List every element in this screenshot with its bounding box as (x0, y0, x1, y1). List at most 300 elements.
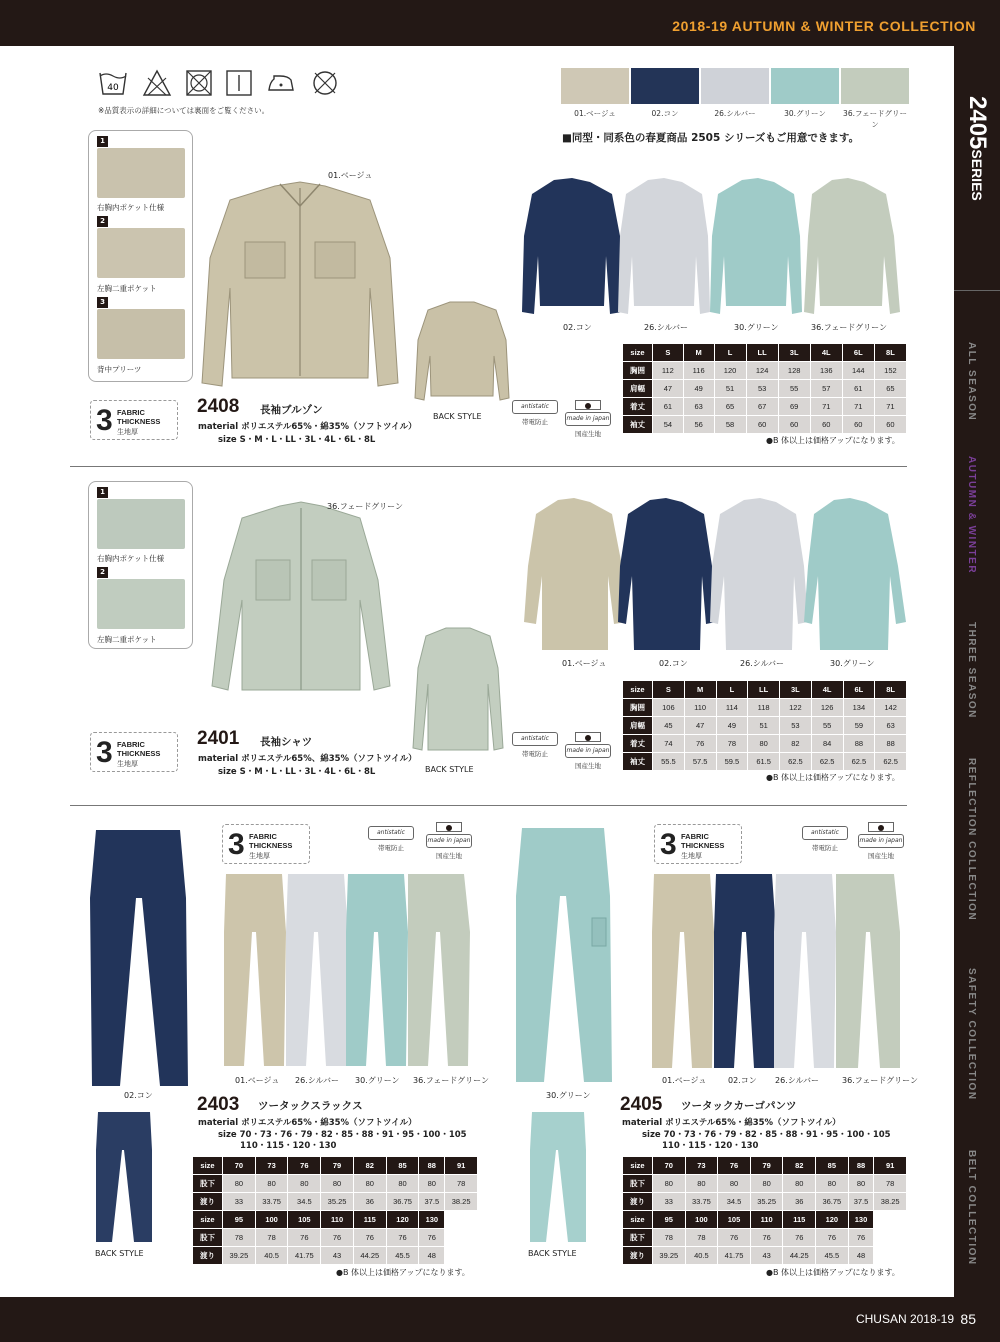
size-table-row (193, 1175, 478, 1193)
variant-navy (618, 498, 716, 650)
detail-photo (97, 228, 185, 278)
size-table-cell: 80 (288, 1175, 321, 1193)
product-material: material ポリエステル65%、綿35%（ソフトツイル） (198, 754, 417, 764)
antistatic-caption: 帯電防止 (522, 418, 548, 426)
variant-navy (714, 874, 776, 1068)
fabric-title-2: THICKNESS (117, 749, 161, 758)
size-table-cell: 63 (875, 717, 907, 735)
size-table-cell: 8L (874, 344, 906, 362)
size-table-row (623, 1175, 907, 1193)
size-table-cell: 152 (874, 362, 906, 380)
size-table-cell: size (623, 1211, 653, 1229)
size-table-cell: 76 (353, 1229, 386, 1247)
size-table-cell: 41.75 (288, 1247, 321, 1265)
size-table-cell: 88 (419, 1157, 445, 1175)
back-style-label: BACK STYLE (433, 412, 482, 421)
size-table-row (193, 1229, 478, 1247)
size-table-cell: 61 (653, 398, 684, 416)
detail-photo (97, 579, 185, 629)
slacks-2403-color-variants (222, 872, 474, 1068)
size-table-cell: 65 (874, 380, 906, 398)
variant-silver (286, 874, 348, 1066)
size-table-cell: 渡り (623, 1193, 653, 1211)
care-note: ※品質表示の詳細については裏面をご覧ください。 (98, 106, 270, 115)
size-table-cell: 74 (653, 735, 685, 753)
size-table-cell: 59 (843, 717, 875, 735)
size-table-cell: 114 (716, 699, 748, 717)
size-table-cell: 41.75 (718, 1247, 751, 1265)
size-table-row (623, 1211, 907, 1229)
size-table-cell: 股下 (193, 1175, 223, 1193)
size-table-cell: 116 (683, 362, 714, 380)
size-table-cell: 57 (810, 380, 842, 398)
size-table-cell: 120 (816, 1211, 849, 1229)
size-table-row (623, 362, 907, 380)
size-table-cell: 49 (716, 717, 748, 735)
line-dry-icon (224, 68, 254, 98)
antistatic-badge (800, 826, 850, 852)
size-table-row (623, 753, 907, 771)
footer-brand: CHUSAN 2018-19 (855, 1312, 954, 1326)
size-table-cell: 3L (780, 681, 812, 699)
series-number: 2405 (964, 96, 991, 150)
size-table-cell: 62.5 (780, 753, 812, 771)
slacks-2403-back (94, 1110, 154, 1244)
back-style-label: BACK STYLE (528, 1249, 577, 1258)
size-table-cell: 80 (255, 1175, 288, 1193)
fabric-thickness-badge (654, 824, 742, 864)
product-name: 長袖シャツ (260, 736, 313, 748)
size-table-cell: 39.25 (223, 1247, 256, 1265)
size-table-cell: 70 (223, 1157, 256, 1175)
size-table-cell: L (716, 681, 748, 699)
size-table-cell: M (683, 344, 714, 362)
size-table-cell: 80 (419, 1175, 445, 1193)
size-table-cell: 33.75 (685, 1193, 718, 1211)
size-table-cell: 80 (386, 1175, 419, 1193)
size-table-cell (445, 1211, 478, 1229)
antistatic-badge (366, 826, 416, 852)
size-table-cell: 47 (653, 380, 684, 398)
variant-label: 02.コン (728, 1076, 757, 1085)
price-note: ●B 体以上は価格アップになります。 (766, 436, 900, 445)
size-table-cell: 65 (714, 398, 746, 416)
size-table-2403 (192, 1156, 478, 1265)
size-table-cell: 95 (223, 1211, 256, 1229)
sidebar-cat-belt[interactable]: BELT COLLECTION (966, 1150, 977, 1266)
back-style-label: BACK STYLE (425, 765, 474, 774)
size-table-cell: 124 (746, 362, 778, 380)
size-table-cell: 着丈 (623, 398, 653, 416)
size-table-cell: 4L (810, 344, 842, 362)
variant-fade-green (408, 874, 470, 1066)
made-in-japan-badge (563, 400, 613, 438)
size-table-row (193, 1193, 478, 1211)
size-table-cell: 120 (386, 1211, 419, 1229)
price-note: ●B 体以上は価格アップになります。 (766, 1268, 900, 1277)
size-table-cell: 8L (875, 681, 907, 699)
variant-label: 01.ベージュ (562, 659, 607, 668)
variant-beige (524, 498, 626, 650)
made-in-japan-logo: made in japan (858, 834, 904, 848)
size-table-cell: 106 (653, 699, 685, 717)
size-table-cell: 38.25 (874, 1193, 907, 1211)
section-divider (70, 466, 907, 467)
cargo-2405-front (514, 826, 614, 1084)
fabric-thickness-sub: 生地厚 (117, 428, 138, 436)
product-size-range: size S・M・L・LL・3L・4L・6L・8L (218, 435, 376, 445)
detail-photo (97, 499, 185, 549)
made-in-japan-logo: made in japan (565, 744, 611, 758)
size-table-cell: 56 (683, 416, 714, 434)
size-table-cell: 136 (810, 362, 842, 380)
sidebar (954, 46, 1000, 1297)
product-material: material ポリエステル65%・綿35%（ソフトツイル） (198, 1118, 417, 1128)
antistatic-badge (510, 400, 560, 426)
page-number: 85 (960, 1311, 976, 1327)
fabric-title-1: FABRIC (249, 832, 277, 841)
size-table-row (193, 1247, 478, 1265)
detail-photo (97, 148, 185, 198)
size-table-cell: 袖丈 (623, 416, 653, 434)
collection-title: 2018-19 AUTUMN & WINTER COLLECTION (672, 18, 976, 34)
size-table-cell: 80 (748, 735, 780, 753)
size-table-cell: 88 (843, 735, 875, 753)
size-table-cell: 渡り (193, 1247, 223, 1265)
size-table-cell: 144 (842, 362, 874, 380)
size-table-cell: 38.25 (445, 1193, 478, 1211)
jacket-2408-color-variants (520, 176, 910, 322)
size-table-cell: 79 (321, 1157, 354, 1175)
series-word: SERIES (969, 149, 985, 201)
size-table-cell: 着丈 (623, 735, 653, 753)
detail-photo (97, 309, 185, 359)
variant-label: 36.フェードグリーン (413, 1076, 490, 1085)
antistatic-logo: antistatic (512, 400, 558, 414)
size-table-cell: 130 (848, 1211, 874, 1229)
size-table-cell: 82 (780, 735, 812, 753)
variant-green (804, 498, 906, 650)
variant-label: 01.ベージュ (235, 1076, 280, 1085)
size-table-cell: 88 (848, 1157, 874, 1175)
variant-fade-green (836, 874, 900, 1068)
detail-caption: 右胸内ポケット仕様 (97, 554, 165, 563)
antistatic-logo: antistatic (802, 826, 848, 840)
size-table-cell: 48 (419, 1247, 445, 1265)
size-table-cell: 61 (842, 380, 874, 398)
size-table-cell: 39.25 (653, 1247, 686, 1265)
product-code: 2403 (197, 1094, 240, 1115)
size-table-cell: 115 (353, 1211, 386, 1229)
product-material: material ポリエステル65%・綿35%（ソフトツイル） (198, 422, 417, 432)
no-bleach-icon (142, 68, 172, 98)
iron-icon (266, 68, 296, 98)
fabric-thickness-badge (90, 732, 178, 772)
size-table-cell: 105 (718, 1211, 751, 1229)
made-in-japan-logo: made in japan (565, 412, 611, 426)
size-table-2405 (622, 1156, 907, 1265)
size-table-cell: 73 (685, 1157, 718, 1175)
size-table-cell: 82 (783, 1157, 816, 1175)
color-swatch-label: 01.ベージュ (574, 109, 616, 118)
made-in-japan-badge (424, 822, 474, 860)
size-table-cell: 78 (255, 1229, 288, 1247)
size-table-cell: 55 (811, 717, 843, 735)
size-table-cell: 47 (684, 717, 716, 735)
size-table-cell: M (684, 681, 716, 699)
main-color-label: 30.グリーン (546, 1091, 591, 1100)
fabric-thickness-sub: 生地厚 (681, 852, 702, 860)
size-table-cell: 142 (875, 699, 907, 717)
size-table-cell: 76 (321, 1229, 354, 1247)
size-table-cell: 60 (842, 416, 874, 434)
size-table-cell: S (653, 681, 685, 699)
color-swatch (771, 68, 839, 104)
size-table-cell: 76 (816, 1229, 849, 1247)
size-table-cell: size (193, 1211, 223, 1229)
size-table-cell: 33.75 (255, 1193, 288, 1211)
size-table-cell: 100 (685, 1211, 718, 1229)
size-table-cell: 115 (783, 1211, 816, 1229)
shirt-2401-front (210, 500, 392, 700)
color-swatch-label: 26.シルバー (714, 109, 756, 118)
detail-number: 2 (97, 567, 108, 578)
back-style-label: BACK STYLE (95, 1249, 144, 1258)
variant-label: 30.グリーン (830, 659, 875, 668)
fabric-title-2: THICKNESS (249, 841, 293, 850)
size-table-cell: 130 (419, 1211, 445, 1229)
variant-label: 26.シルバー (740, 659, 784, 668)
size-table-row (623, 1193, 907, 1211)
size-table-row (193, 1157, 478, 1175)
fabric-thickness-sub: 生地厚 (117, 760, 138, 768)
size-table-cell: 60 (746, 416, 778, 434)
made-in-japan-logo: made in japan (426, 834, 472, 848)
size-table-cell: 95 (653, 1211, 686, 1229)
main-color-label: 02.コン (124, 1091, 153, 1100)
size-table-cell: size (193, 1157, 223, 1175)
size-table-cell: size (623, 681, 653, 699)
fabric-title-2: THICKNESS (117, 417, 161, 426)
japan-flag-icon (868, 822, 894, 832)
size-table-cell: 45.5 (386, 1247, 419, 1265)
size-table-cell: 78 (716, 735, 748, 753)
size-table-cell: LL (746, 344, 778, 362)
size-table-row (623, 681, 907, 699)
size-table-cell: 肩幅 (623, 717, 653, 735)
size-table-cell: 128 (778, 362, 810, 380)
variant-label: 36.フェードグリーン (842, 1076, 919, 1085)
product-name: 長袖ブルゾン (260, 404, 323, 416)
size-table-cell: 37.5 (419, 1193, 445, 1211)
size-table-cell: 62.5 (843, 753, 875, 771)
size-table-cell: 55.5 (653, 753, 685, 771)
detail-caption: 左胸二重ポケット (97, 635, 157, 644)
size-table-row (623, 717, 907, 735)
size-table-cell: 126 (811, 699, 843, 717)
size-table-cell: 80 (848, 1175, 874, 1193)
size-table-cell: 61.5 (748, 753, 780, 771)
color-swatch (631, 68, 699, 104)
size-table-row (623, 1157, 907, 1175)
size-table-cell: 78 (223, 1229, 256, 1247)
size-table-cell: 4L (811, 681, 843, 699)
size-table-row (623, 344, 907, 362)
detail-caption: 左胸二重ポケット (97, 284, 157, 293)
size-table-cell: 118 (748, 699, 780, 717)
size-table-cell: 80 (718, 1175, 751, 1193)
japan-flag-icon (575, 400, 601, 410)
slacks-2403-front (88, 828, 190, 1090)
product-material: material ポリエステル65%・綿35%（ソフトツイル） (622, 1118, 841, 1128)
size-table-row (623, 735, 907, 753)
main-color-label: 36.フェードグリーン (327, 502, 404, 511)
size-table-cell (874, 1247, 907, 1265)
variant-label: 26.シルバー (775, 1076, 819, 1085)
wash-40-icon (98, 68, 128, 98)
antistatic-caption: 帯電防止 (522, 750, 548, 758)
size-table-cell (874, 1229, 907, 1247)
size-table-cell: 78 (653, 1229, 686, 1247)
antistatic-caption: 帯電防止 (378, 844, 404, 852)
size-table-cell: 80 (750, 1175, 783, 1193)
size-table-cell: 73 (255, 1157, 288, 1175)
size-table-cell (874, 1211, 907, 1229)
size-table-cell: 34.5 (288, 1193, 321, 1211)
product-size-range: size S・M・L・LL・3L・4L・6L・8L (218, 767, 376, 777)
size-table-cell: 110 (684, 699, 716, 717)
jacket-2408-front (200, 178, 400, 394)
size-table-row (623, 1229, 907, 1247)
sidebar-divider (954, 290, 1000, 291)
fabric-thickness-title (681, 832, 724, 850)
size-table-cell: 36.75 (816, 1193, 849, 1211)
wash-temp-text: 40 (107, 83, 119, 93)
size-table-cell: 51 (714, 380, 746, 398)
size-table-cell: 肩幅 (623, 380, 653, 398)
made-in-japan-caption: 国産生地 (436, 852, 462, 860)
variant-beige (224, 874, 286, 1066)
color-swatch-label: 02.コン (651, 109, 679, 118)
detail-number: 1 (97, 487, 108, 498)
size-table-cell: 6L (842, 344, 874, 362)
fabric-thickness-title (249, 832, 292, 850)
size-table-cell: 71 (810, 398, 842, 416)
antistatic-logo: antistatic (512, 732, 558, 746)
fabric-thickness-badge (222, 824, 310, 864)
size-table-cell: 76 (684, 735, 716, 753)
sidebar-cat-three-season[interactable]: THREE SEASON (966, 622, 977, 719)
size-table-cell: 82 (353, 1157, 386, 1175)
variant-navy (522, 178, 622, 314)
fabric-thickness-title (117, 740, 160, 758)
made-in-japan-badge (856, 822, 906, 860)
antistatic-badge (510, 732, 560, 758)
product-name: ツータックスラックス (258, 1100, 363, 1112)
size-table-cell: 36 (783, 1193, 816, 1211)
detail-number: 1 (97, 136, 108, 147)
sidebar-cat-safety[interactable]: SAFETY COLLECTION (966, 968, 977, 1101)
product-name: ツータックカーゴパンツ (681, 1100, 797, 1112)
fabric-thickness-number: 3 (96, 736, 113, 769)
size-table-row (623, 398, 907, 416)
variant-silver (774, 874, 836, 1068)
size-table-cell: 76 (848, 1229, 874, 1247)
sidebar-cat-reflection[interactable]: REFLECTION COLLECTION (966, 758, 977, 922)
size-table-cell: 67 (746, 398, 778, 416)
size-table-cell: 80 (223, 1175, 256, 1193)
size-table-cell: 35.25 (750, 1193, 783, 1211)
color-swatch (701, 68, 769, 104)
size-table-cell: 35.25 (321, 1193, 354, 1211)
size-table-cell: 57.5 (684, 753, 716, 771)
fabric-title-1: FABRIC (117, 740, 145, 749)
size-table-cell: 78 (874, 1175, 907, 1193)
size-table-cell: 58 (714, 416, 746, 434)
size-table-row (623, 380, 907, 398)
product-size-range: size 70・73・76・79・82・85・88・91・95・100・105 (642, 1130, 891, 1140)
antistatic-logo: antistatic (368, 826, 414, 840)
fabric-thickness-title (117, 408, 160, 426)
variant-silver (618, 178, 710, 314)
size-table-cell: 胸囲 (623, 699, 653, 717)
price-note: ●B 体以上は価格アップになります。 (766, 773, 900, 782)
size-table-cell: 36.75 (386, 1193, 419, 1211)
fabric-thickness-number: 3 (96, 404, 113, 437)
sidebar-cat-autumn-winter[interactable]: AUTUMN & WINTER (966, 456, 977, 575)
size-table-cell: 71 (842, 398, 874, 416)
no-dry-clean-icon (310, 68, 340, 98)
sidebar-cat-all-season[interactable]: ALL SEASON (966, 342, 977, 422)
size-table-cell: 91 (445, 1157, 478, 1175)
size-table-cell: 44.25 (783, 1247, 816, 1265)
product-size-range: size 70・73・76・79・82・85・88・91・95・100・105 (218, 1130, 467, 1140)
size-table-cell: 49 (683, 380, 714, 398)
fabric-thickness-sub: 生地厚 (249, 852, 270, 860)
color-swatch-label: 36.フェードグリーン (843, 109, 907, 129)
size-table-cell: 40.5 (685, 1247, 718, 1265)
size-table-cell: 43 (750, 1247, 783, 1265)
shirt-2401-color-variants (522, 496, 910, 654)
size-table-cell: 71 (874, 398, 906, 416)
size-table-cell: 62.5 (811, 753, 843, 771)
product-code: 2408 (197, 396, 240, 417)
size-table-cell: 112 (653, 362, 684, 380)
size-table-cell (445, 1247, 478, 1265)
product-code: 2401 (197, 728, 240, 749)
size-table-cell: 36 (353, 1193, 386, 1211)
size-table-cell: 股下 (623, 1175, 653, 1193)
size-table-cell: 股下 (623, 1229, 653, 1247)
size-table-2408 (622, 343, 907, 434)
size-table-cell: size (623, 1157, 653, 1175)
size-table-cell: 6L (843, 681, 875, 699)
color-swatch (841, 68, 909, 104)
no-tumble-dry-icon (184, 68, 214, 98)
variant-label: 02.コン (563, 323, 592, 332)
made-in-japan-caption: 国産生地 (575, 430, 601, 438)
variant-label: 26.シルバー (295, 1076, 339, 1085)
product-size-range-2: 110・115・120・130 (662, 1141, 759, 1151)
size-table-cell: 55 (778, 380, 810, 398)
variant-fade-green (804, 178, 900, 314)
detail-number: 3 (97, 297, 108, 308)
size-table-cell: 134 (843, 699, 875, 717)
jacket-2408-back (414, 296, 510, 408)
size-table-cell: 60 (810, 416, 842, 434)
variant-label: 01.ベージュ (662, 1076, 707, 1085)
size-table-cell: 76 (288, 1229, 321, 1247)
